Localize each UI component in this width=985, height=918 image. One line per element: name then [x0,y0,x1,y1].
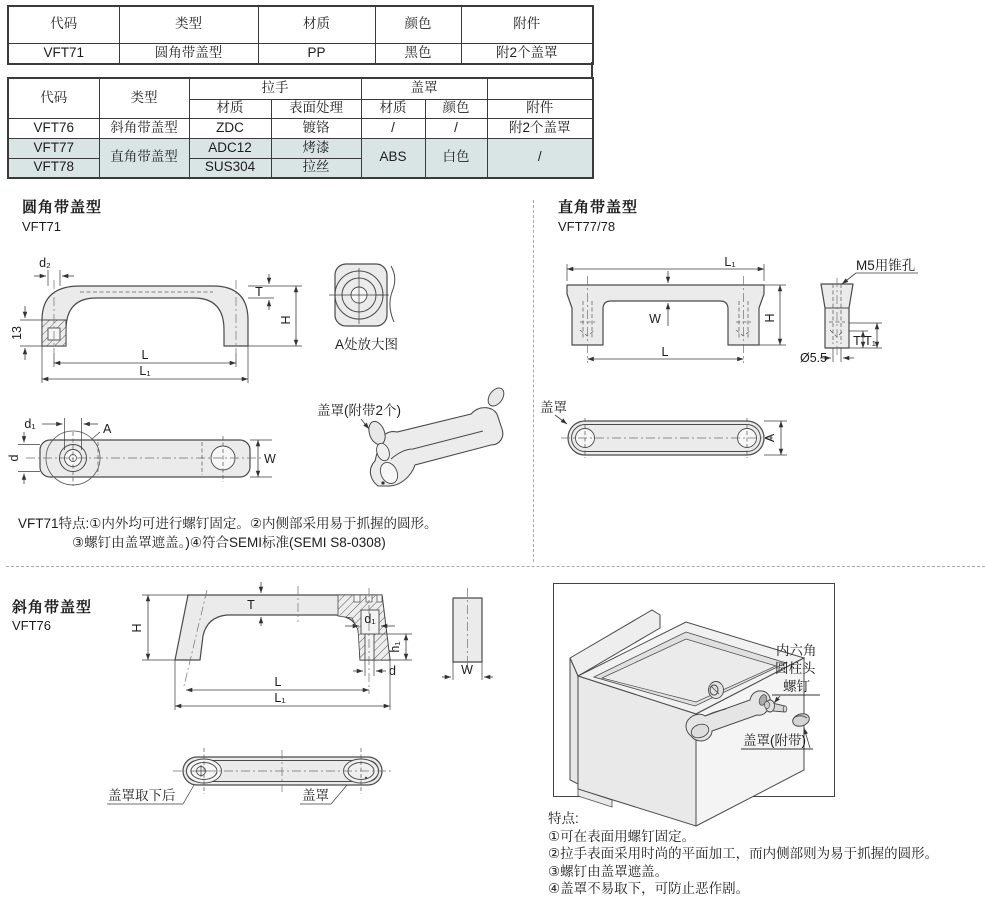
dim-label-d: d [7,454,21,462]
dim-label-13: 13 [10,326,24,340]
features-title: 特点: [548,811,579,826]
dim-label-w: W [461,663,473,677]
feature-item-2: ②拉手表面采用时尚的平面加工，而内侧部则为易于抓握的圆形。 [548,846,939,861]
cell-code: VFT71 [8,43,119,64]
feature-item-4: ④盖罩不易取下，可防止恶作剧。 [548,881,750,896]
cell-accessory-merged: / [487,138,593,178]
installation-iso-drawing [554,584,833,795]
vft77-side-view [800,257,918,365]
cell-cover-material-merged: ABS [361,138,425,178]
section-title-bevel: 斜角带盖型 [12,599,93,616]
cell-accessory: 附2个盖罩 [487,118,593,138]
dim-label-w: W [649,312,661,326]
vft71-side-view-drawing [12,256,312,390]
horizontal-dashed-divider [6,566,985,567]
vft71-features [18,514,437,552]
cover-callout-label: 盖罩 [540,400,567,415]
feature-item-3: ③螺钉由盖罩遮盖。 [548,863,669,879]
cover-callout-label: 盖罩(附带2个) [317,403,401,418]
dim-label-l: L [661,345,669,359]
header-cover-material: 材质 [361,99,425,118]
cell-type-merged: 直角带盖型 [99,138,189,178]
dim-label-l: L [274,675,282,689]
header-accessory: 附件 [461,6,593,43]
feature-item-1: ①可在表面用螺钉固定。 [548,828,696,844]
dim-label-a: A [763,433,777,443]
vft77-side-view-drawing [800,250,985,374]
features-list [548,810,978,898]
vft71-features-line1: VFT71特点:①内外均可进行螺钉固定。②内侧部采用易于抓握的圆形。 [18,516,438,531]
screw-label-line2: 圆柱头 [775,661,816,676]
cover-label: 盖罩 [302,788,329,803]
installation-illustration-box [553,583,835,797]
dim-label-d2: d₂ [39,256,51,270]
dim-label-h1: h₁ [388,641,402,653]
table-vft71 [7,5,594,65]
vft71-side-view [10,256,302,383]
section-code-bevel: VFT76 [12,618,52,633]
dim-label-h: H [130,623,144,633]
section-code-round: VFT71 [22,219,62,234]
vft76-side-view-drawing [128,578,448,718]
dim-label-t: T [247,598,255,612]
cell-cover-color: / [425,118,487,138]
dim-label-t1: T₁ [864,334,876,348]
vertical-dashed-divider [533,200,534,562]
dim-label-l: L [141,348,149,362]
screw-label-line1: 内六角 [776,643,817,658]
section-title-round: 圆角带盖型 [22,199,103,216]
vft71-bottom-view [7,417,276,486]
dim-label-l1: L₁ [139,364,151,378]
cell-surface: 镀铬 [271,118,361,138]
vft71-features-line2: ③螺钉由盖罩遮盖。)④符合SEMI标准(SEMI S8-0308) [72,535,386,550]
header-type: 类型 [99,78,189,118]
header-code: 代码 [8,78,99,118]
vft71-cover-iso [317,385,507,486]
cell-accessory: 附2个盖罩 [461,43,593,64]
table-vft76-78 [7,77,594,179]
dim-label-d1: d₁ [364,612,376,626]
dim-label-m5: M5用锥孔 [856,258,916,273]
header-type: 类型 [119,6,258,43]
vft76-side-view [130,582,412,710]
dim-label-d: d [389,664,396,678]
vft76-end-view-drawing [440,580,535,692]
dim-label-w: W [264,452,276,466]
header-group-cover: 盖罩 [361,78,487,99]
table2-group-header-row [8,78,593,99]
cell-material: ZDC [189,118,271,138]
header-material: 材质 [258,6,375,43]
vft77-bottom-view [540,400,787,458]
cell-material: PP [258,43,375,64]
installation-iso [570,610,820,826]
section-title-square: 直角带盖型 [558,199,639,216]
vft76-end-view [442,588,493,680]
dim-label-t: T [853,334,861,348]
vft76-bottom-view [107,748,393,804]
detail-view-label: A处放大图 [335,337,399,352]
cell-code: VFT76 [8,118,99,138]
header-surface: 表面处理 [271,99,361,118]
vft76-bottom-view-drawing [80,742,440,814]
cell-material: SUS304 [189,158,271,178]
detail-callout-a: A [103,422,112,436]
dim-label-d1: d₁ [24,417,36,431]
vft71-cover-iso-drawing [303,383,530,505]
vft71-bottom-view-drawing [7,406,300,490]
cell-surface: 拉丝 [271,158,361,178]
header-accessory: 附件 [487,99,593,118]
vft71-detail-view [329,264,398,352]
cell-code: VFT77 [8,138,99,158]
header-empty [487,78,593,99]
header-group-handle: 拉手 [189,78,361,99]
dim-label-l1: L₁ [724,255,736,269]
cell-material: ADC12 [189,138,271,158]
dim-label-dia: Ø5.5 [800,351,828,365]
cell-color: 黑色 [375,43,461,64]
table1-header-row [8,6,593,43]
cell-cover-color-merged: 白色 [425,138,487,178]
header-color: 颜色 [375,6,461,43]
header-cover-color: 颜色 [425,99,487,118]
header-code: 代码 [8,6,119,43]
dim-label-t: T [255,285,263,299]
vft77-bottom-view-drawing [535,398,795,464]
dim-label-l1: L₁ [274,691,286,705]
table-connector-line [591,62,593,78]
header-handle-material: 材质 [189,99,271,118]
cover-removed-label: 盖罩取下后 [108,788,176,803]
table-row-vft76 [8,118,593,138]
cell-code: VFT78 [8,158,99,178]
vft77-front-view [567,255,786,363]
cell-surface: 烤漆 [271,138,361,158]
table-row-vft77 [8,138,593,158]
section-code-square: VFT77/78 [558,219,616,234]
dim-label-h: H [763,313,777,323]
screw-label-line3: 螺钉 [783,679,810,694]
cell-type: 圆角带盖型 [119,43,258,64]
table-row-vft71 [8,43,593,64]
cell-type: 斜角带盖型 [99,118,189,138]
dim-label-h: H [279,315,293,325]
cell-cover-material: / [361,118,425,138]
cover-included-label: 盖罩(附带) [743,733,806,748]
vft71-detail-view-drawing [325,260,440,360]
